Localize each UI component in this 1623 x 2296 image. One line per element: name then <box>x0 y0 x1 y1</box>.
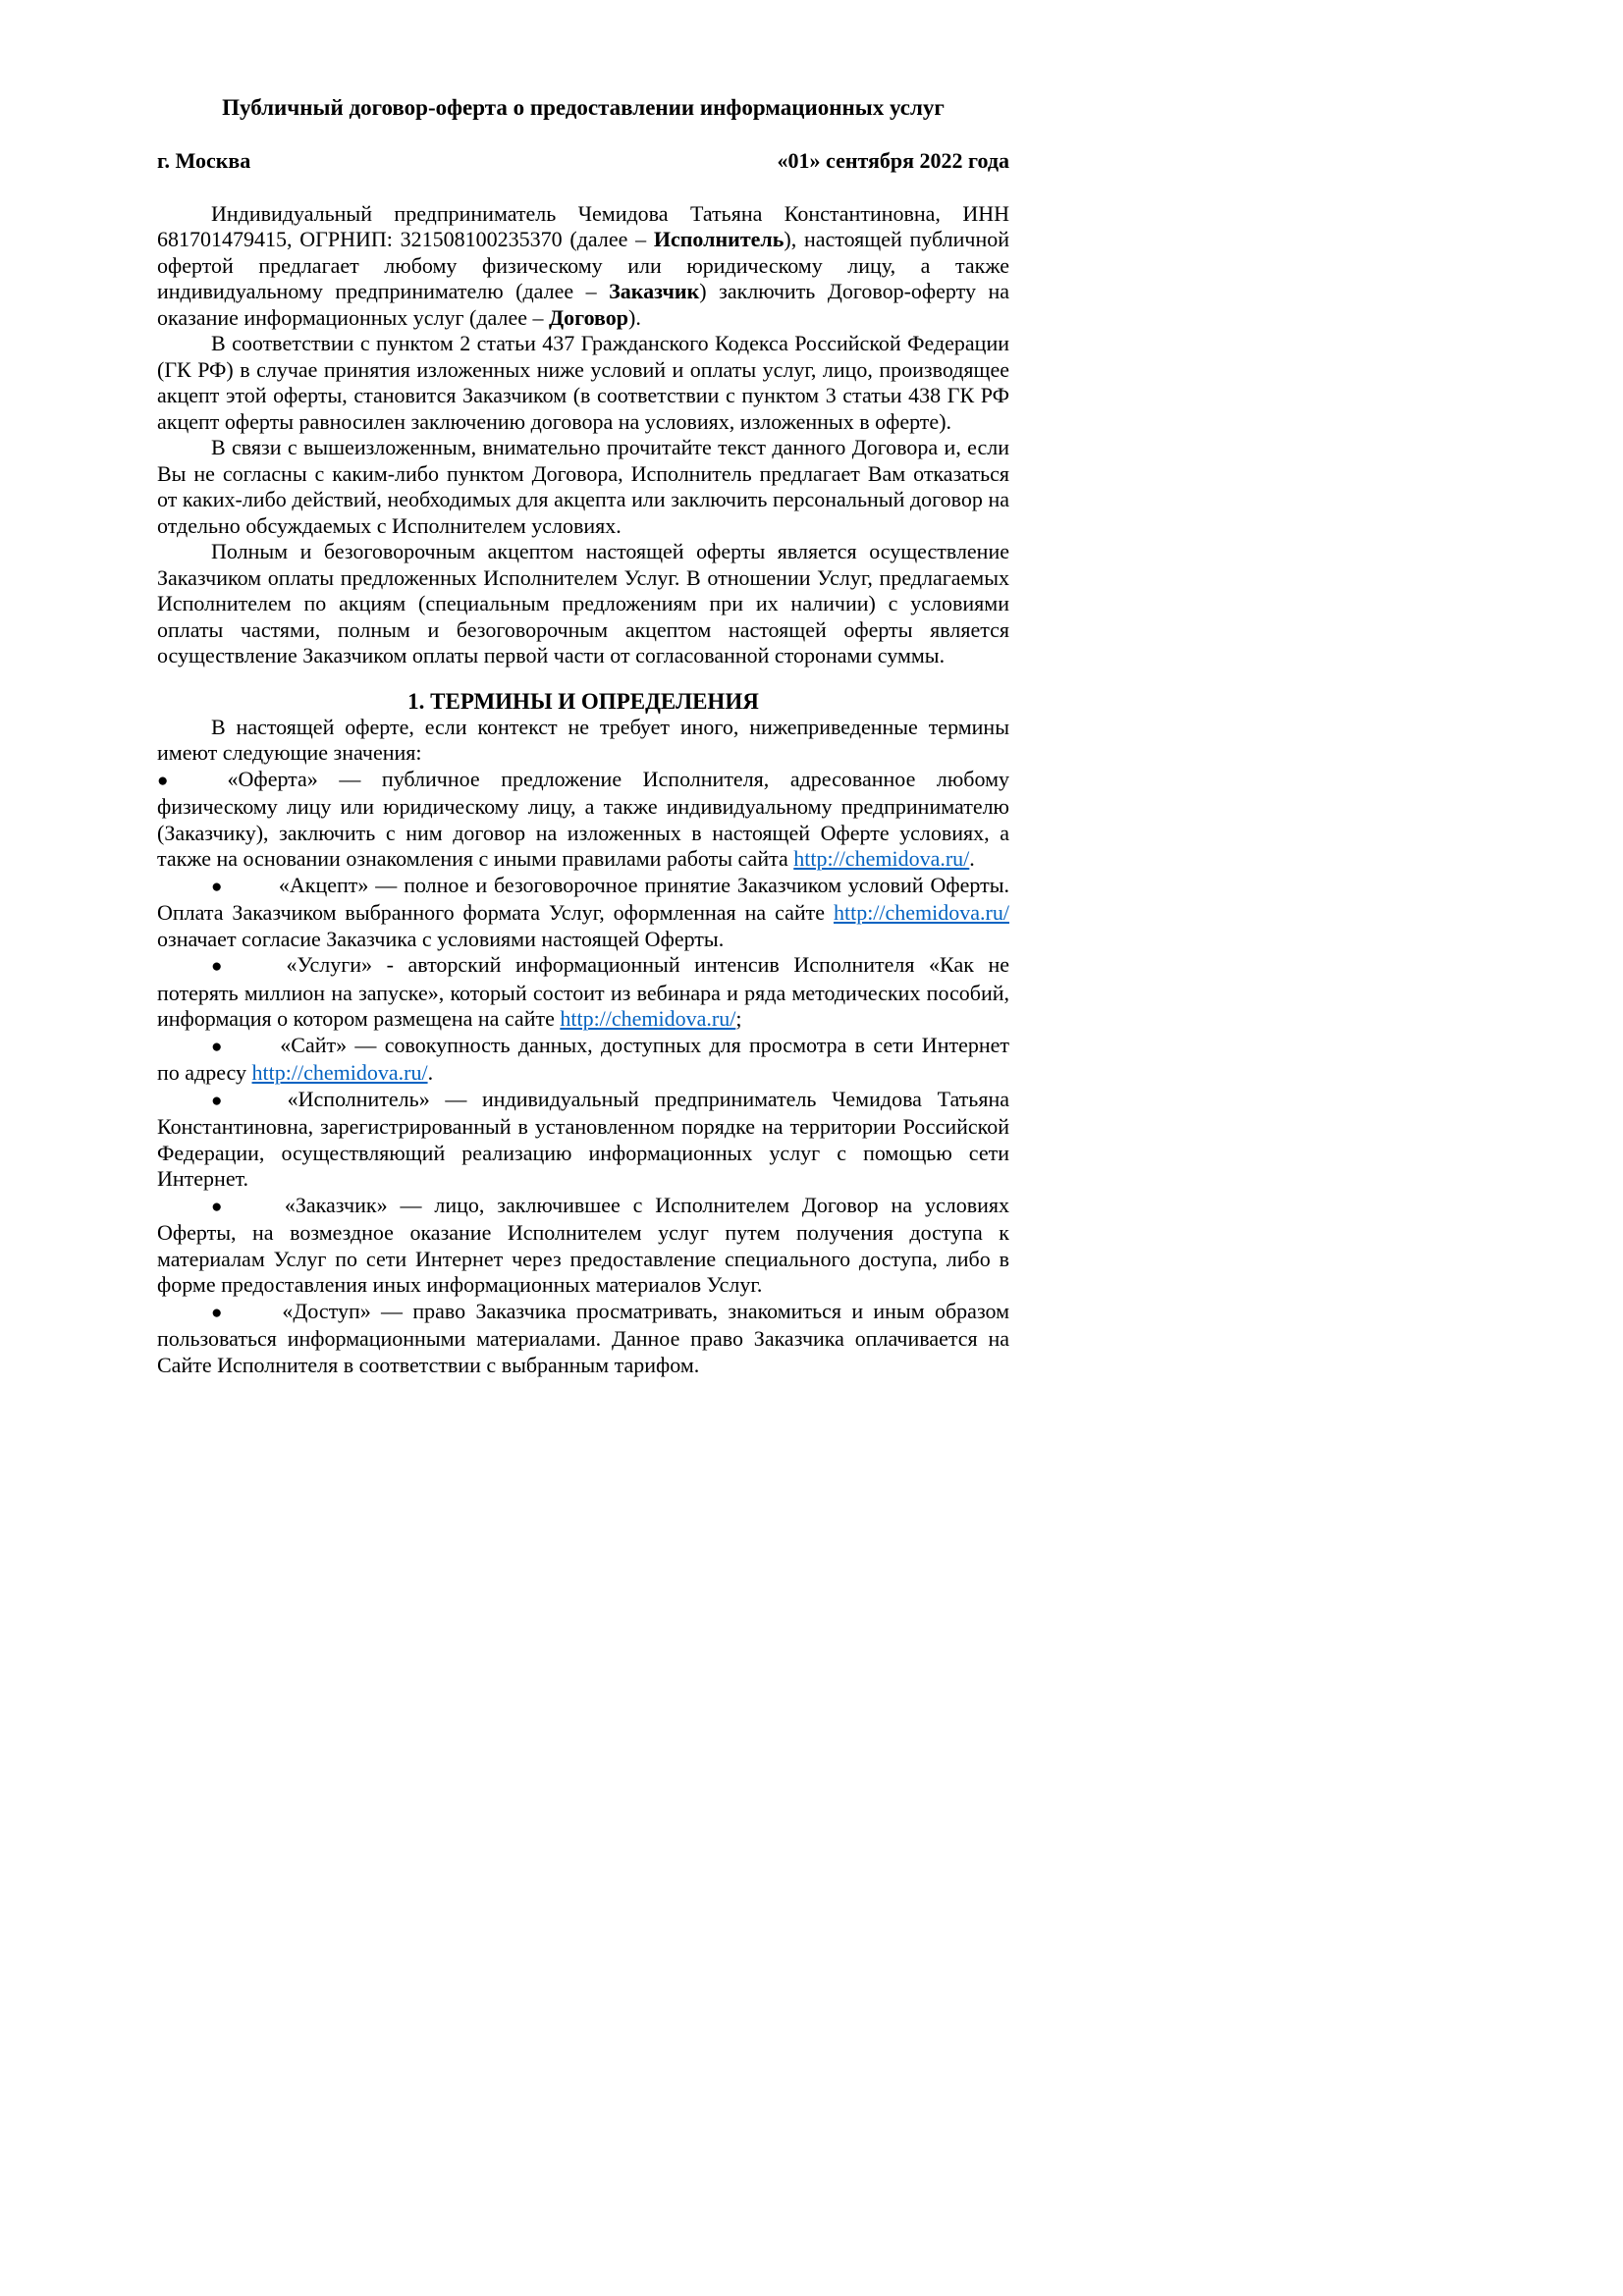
document-place: г. Москва <box>157 148 251 173</box>
term-uslugi <box>157 952 1009 1033</box>
bold-text: Исполнитель <box>653 227 784 251</box>
term-text: «Исполнитель» — индивидуальный предприниматель Чемидова Татьяна Константиновна, зарегистрированный в установленном порядке на территории Российской Федерации, осуществляющий реализацию информационных услуг с помощью сети Интернет. <box>157 1086 1009 1191</box>
term-text: «Услуги» - авторский информационный интенсив Исполнителя «Как не потерять миллион на запуске», который состоит из вебинара и ряда методических пособий, информация о котором размещена на сайте http://chemidova.ru/; <box>157 952 1009 1031</box>
bullet-icon: ● <box>211 1090 233 1111</box>
term-text: «Доступ» — право Заказчика просматривать, знакомиться и иным образом пользоваться информационными материалами. Данное право Заказчика оплачивается на Сайте Исполнителя в соответствии с выбранным тарифом. <box>157 1298 1010 1377</box>
section-1-lead: В настоящей оферте, если контекст не требует иного, нижеприведенные термины имеют следующие значения: <box>157 714 1009 765</box>
section-1-heading: 1. ТЕРМИНЫ И ОПРЕДЕЛЕНИЯ <box>407 688 759 714</box>
intro-paragraph-3: В связи с вышеизложенным, внимательно прочитайте текст данного Договора и, если Вы не согласны с каким-либо пунктом Договора, Исполнитель предлагает Вам отказаться от каких-либо действий, необходимых для акцепта или заключить персональный договор на отдельно обсуждаемых с Исполнителем условиях. <box>157 435 1009 538</box>
bullet-icon: ● <box>211 1196 230 1217</box>
bullet-icon: ● <box>157 770 185 791</box>
term-akcept <box>157 873 1009 953</box>
term-zakazchik <box>157 1193 1009 1299</box>
intro-paragraph-1: Индивидуальный предприниматель Чемидова Татьяна Константиновна, ИНН 681701479415, ОГРНИП: 321508100235370 (далее – Исполнитель), настоящей публичной офертой предлагает любому физическому или юридическому лицу, а также индивидуальному предпринимателю (далее – Заказчик) заключить Договор-оферту на оказание информационных услуг (далее – Договор). <box>157 200 1010 330</box>
meta-row <box>157 148 1009 175</box>
site-link[interactable]: http://chemidova.ru/ <box>251 1060 428 1085</box>
site-link[interactable]: http://chemidova.ru/ <box>560 1006 736 1031</box>
site-link[interactable]: http://chemidova.ru/ <box>833 900 1009 925</box>
term-ispolnitel <box>157 1087 1009 1193</box>
bullet-icon: ● <box>211 876 224 897</box>
term-dostup <box>157 1299 1009 1379</box>
document-date: «01» сентября 2022 года <box>777 148 1009 173</box>
intro-paragraph-4: Полным и безоговорочным акцептом настоящей оферты является осуществление Заказчиком оплаты предложенных Исполнителем Услуг. В отношении Услуг, предлагаемых Исполнителем по акциям (специальным предложениям при их наличии) с условиями оплаты частями, полным и безоговорочным акцептом настоящей оферты является осуществление Заказчиком оплаты первой части от согласованной сторонами суммы. <box>157 539 1009 667</box>
term-oferta <box>157 767 1009 873</box>
term-text: «Заказчик» — лицо, заключившее с Исполнителем Договор на условиях Оферты, на возмездное оказание Исполнителем услуг путем получения доступа к материалам Услуг по сети Интернет через предоставление специального доступа, либо в форме предоставления иных информационных материалов Услуг. <box>157 1192 1010 1297</box>
bold-text: Договор <box>549 304 629 330</box>
term-text: «Оферта» — публичное предложение Исполнителя, адресованное любому физическому лицу или юридическому лицу, а также индивидуальному предпринимателю (Заказчику), заключить с ним договор на изложенных в настоящей Оферте условиях, а также на основании ознакомления с иными правилами работы сайта http://chemidova.ru/. <box>157 766 1009 871</box>
site-link[interactable]: http://chemidova.ru/ <box>793 846 970 871</box>
term-text: «Сайт» — совокупность данных, доступных для просмотра в сети Интернет по адресу http://chemidova.ru/. <box>157 1032 1010 1085</box>
bullet-icon: ● <box>211 956 232 977</box>
bullet-icon: ● <box>211 1036 226 1057</box>
term-text: «Акцепт» — полное и безоговорочное принятие Заказчиком условий Оферты. Оплата Заказчиком выбранного формата Услуг, оформленная на сайте http://chemidova.ru/ означает согласие Заказчика с условиями настоящей Оферты. <box>157 872 1009 951</box>
document-title: Публичный договор-оферта о предоставлении информационных услуг <box>222 95 945 120</box>
intro-paragraph-2: В соответствии с пунктом 2 статьи 437 Гражданского Кодекса Российской Федерации (ГК РФ) в случае принятия изложенных ниже условий и оплаты услуг, лицо, производящее акцепт этой оферты, становится Заказчиком (в соответствии с пунктом 3 статьи 438 ГК РФ акцепт оферты равносилен заключению договора на условиях, изложенных в оферте). <box>157 331 1009 434</box>
term-sait <box>157 1033 1009 1087</box>
bullet-icon: ● <box>211 1302 228 1323</box>
bold-text: Заказчик <box>609 279 700 303</box>
